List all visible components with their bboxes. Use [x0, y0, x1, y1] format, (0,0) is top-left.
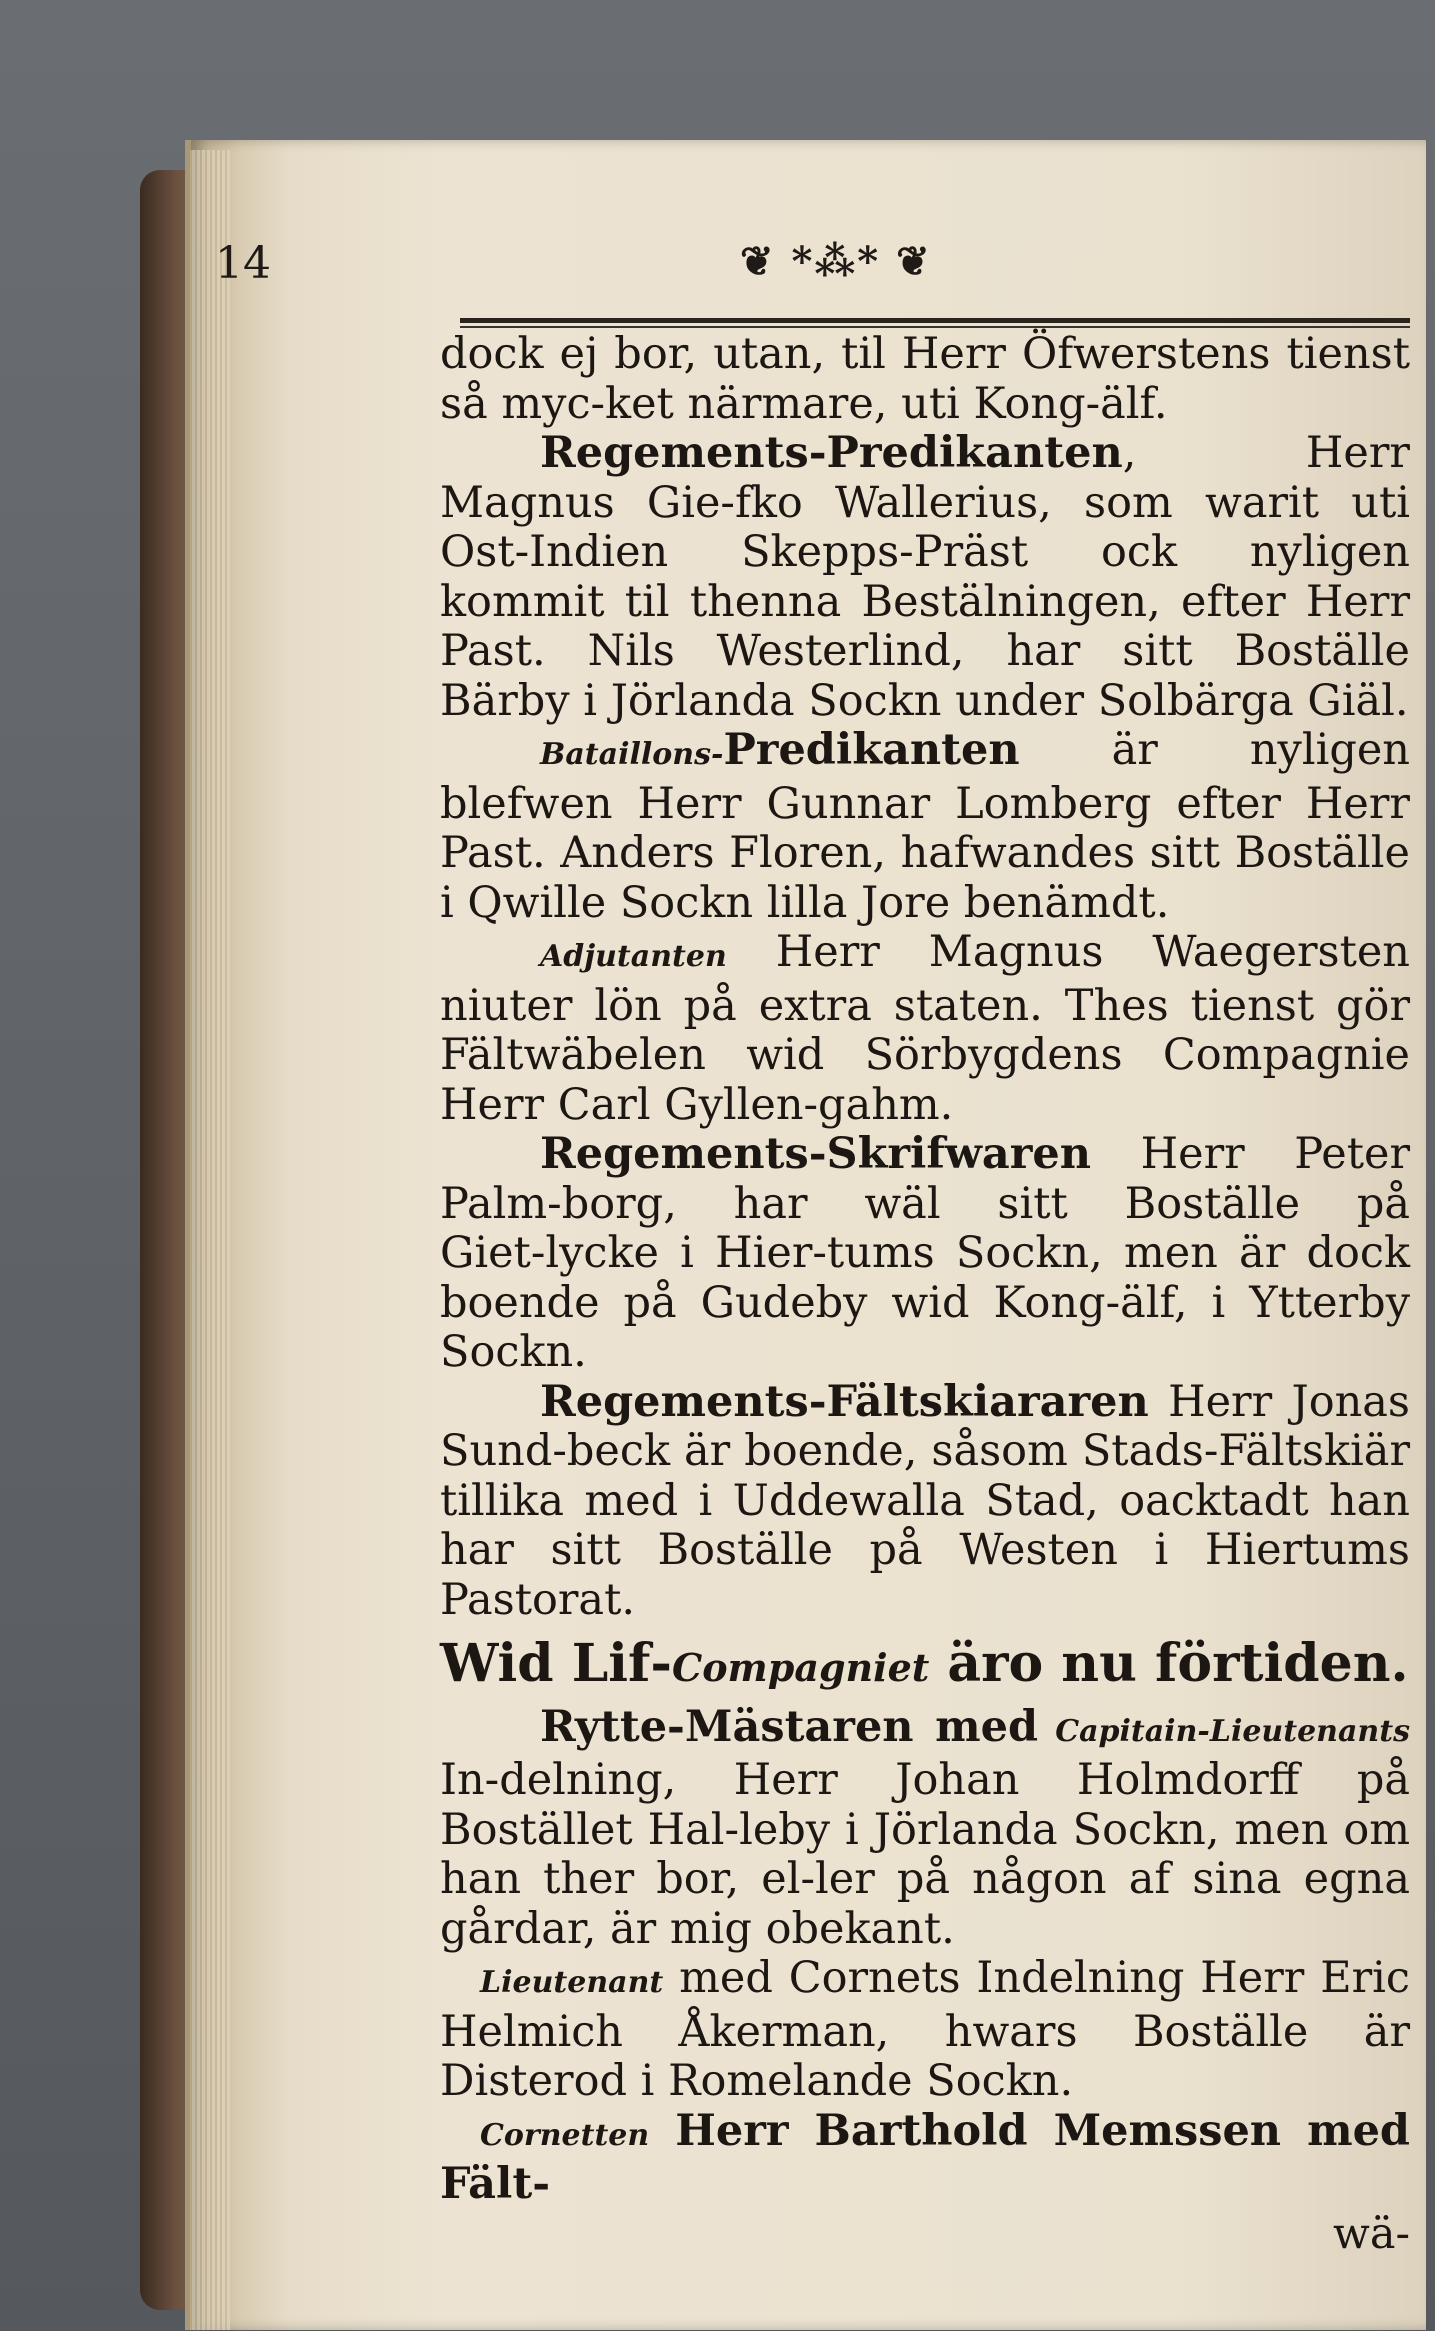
catchword: wä‑ [1333, 2208, 1410, 2259]
paragraph: Lieutenant med Cornets Indelning Herr Eric Helmich Åkerman, hwars Boställe är Disterod i Romelande Sockn. [440, 1953, 1410, 2106]
paragraph: Cornetten Herr Barthold Memssen med Fält‑ [440, 2105, 1410, 2209]
header-ornament: ❦ *⁂* ❦ [740, 238, 932, 285]
paragraph: dock ej bor, utan, til Herr Öfwerstens tienst så myc‑ket närmare, uti Kong‑älf. [440, 329, 1410, 429]
paragraph: Bataillons‑Predikanten är nyligen blefwen Herr Gunnar Lomberg efter Herr Past. Anders Floren, hafwandes sitt Boställe i Qwille Sockn lilla Jore benämdt. [440, 725, 1410, 928]
paragraph: Adjutanten Herr Magnus Waegersten niuter lön på extra staten. Thes tienst gör Fältwäbelen wid Sörbygdens Compagnie Herr Carl Gyllen‑gahm. [440, 927, 1410, 1130]
section-heading: Wid Lif‑Compagniet äro nu förtiden. [440, 1633, 1409, 1694]
page-edges [190, 150, 230, 2330]
paragraph: Regements‑Predikanten, Herr Magnus Gie‑fko Wallerius, som warit uti Ost‑Indien Skepps‑Präst ock nyligen kommit til thenna Bestälningen, efter Herr Past. Nils Westerlind, har sitt Boställe Bärby i Jörlanda Sockn under Solbärga Giäl. [440, 428, 1410, 726]
paragraph: Rytte‑Mästaren med Capitain‑Lieutenants In‑delning, Herr Johan Holmdorff på Bostället Hal‑leby i Jörlanda Sockn, men om han ther bor, el‑ler på någon af sina egna gårdar, är mig obekant. [440, 1701, 1410, 1954]
page-number: 14 [215, 238, 271, 289]
paragraph: Regements‑Fältskiararen Herr Jonas Sund‑beck är boende, såsom Stads‑Fältskiär tillika med i Uddewalla Stad, oacktadt han har sitt Boställe på Westen i Hiertums Pastorat. [440, 1376, 1410, 1625]
header-rule-thin [460, 326, 1410, 328]
header-rule [460, 318, 1410, 323]
paragraph: Regements‑Skrifwaren Herr Peter Palm‑borg, har wäl sitt Boställe på Giet‑lycke i Hier‑tums Sockn, men är dock boende på Gudeby wid Kong‑älf, i Ytterby Sockn. [440, 1129, 1410, 1377]
page-body [440, 330, 1410, 2259]
